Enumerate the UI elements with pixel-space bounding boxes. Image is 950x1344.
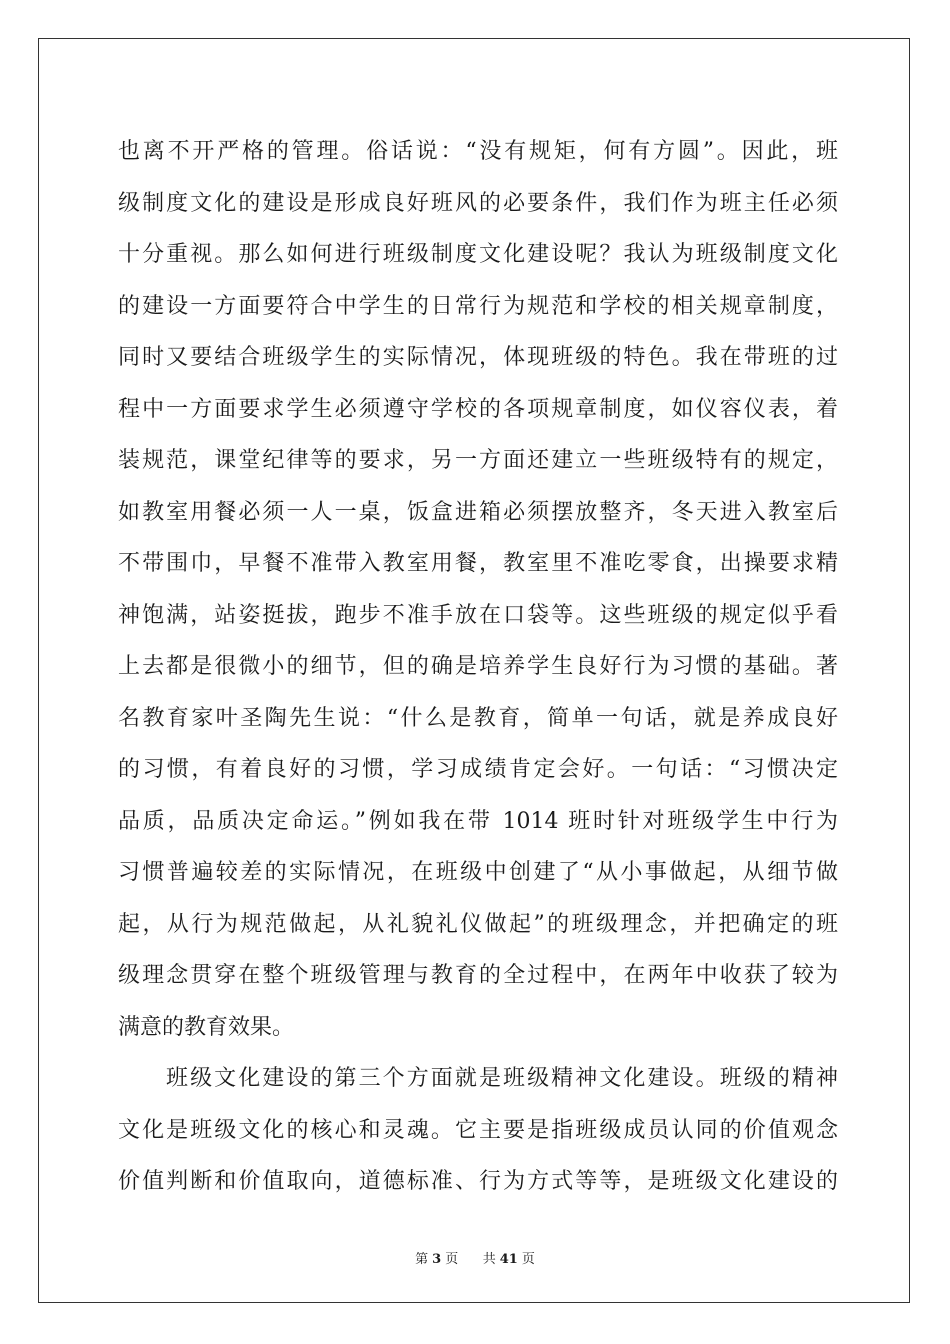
text-line: 如教室用餐必须一人一桌，饭盒进箱必须摆放整齐，冬天进入教室后	[118, 499, 838, 525]
page-indicator	[413, 1252, 460, 1267]
total-indicator	[481, 1252, 537, 1267]
page-suffix: 页	[445, 1252, 459, 1267]
text-line: 上去都是很微小的细节，但的确是培养学生良好行为习惯的基础。著	[118, 654, 838, 679]
text-line: 文化是班级文化的核心和灵魂。它主要是指班级成员认同的价值观念	[118, 1117, 838, 1143]
text-line: 级制度文化的建设是形成良好班风的必要条件，我们作为班主任必须	[118, 190, 838, 216]
paragraph	[118, 1053, 838, 1208]
page-number: 3	[432, 1252, 442, 1267]
total-suffix: 页	[521, 1252, 535, 1267]
total-pages: 41	[499, 1252, 518, 1267]
text-line: 满意的教育效果。	[118, 1014, 295, 1040]
text-line: 的建设一方面要符合中学生的日常行为规范和学校的相关规章制度，	[118, 293, 838, 319]
page-prefix: 第	[415, 1252, 429, 1267]
paragraph	[118, 126, 838, 1053]
text-line: 同时又要结合班级学生的实际情况，体现班级的特色。我在带班的过	[118, 345, 838, 370]
text-line: 十分重视。那么如何进行班级制度文化建设呢？我认为班级制度文化	[118, 242, 838, 267]
text-line: 也离不开严格的管理。俗话说：“没有规矩，何有方圆”。因此，班	[118, 139, 838, 164]
text-line: 班级文化建设的第三个方面就是班级精神文化建设。班级的精神	[166, 1066, 838, 1091]
text-line: 神饱满，站姿挺拔，跑步不准手放在口袋等。这些班级的规定似乎看	[118, 602, 838, 628]
total-prefix: 共	[482, 1252, 496, 1267]
text-line: 品质，品质决定命运。”例如我在带 1014 班时针对班级学生中行为	[118, 808, 838, 834]
text-line: 的习惯，有着良好的习惯，学习成绩肯定会好。一句话：“习惯决定	[118, 757, 838, 782]
text-line: 级理念贯穿在整个班级管理与教育的全过程中，在两年中收获了较为	[118, 963, 838, 988]
page-footer	[0, 1248, 950, 1267]
text-line: 不带围巾，早餐不准带入教室用餐，教室里不准吃零食，出操要求精	[118, 551, 838, 576]
text-line: 装规范，课堂纪律等的要求，另一方面还建立一些班级特有的规定，	[118, 448, 838, 473]
text-line: 起，从行为规范做起，从礼貌礼仪做起”的班级理念，并把确定的班	[118, 911, 838, 937]
document-body	[118, 126, 838, 1208]
text-line: 价值判断和价值取向，道德标准、行为方式等等，是班级文化建设的	[118, 1169, 838, 1194]
text-line: 名教育家叶圣陶先生说：“什么是教育，简单一句话，就是养成良好	[118, 705, 838, 731]
text-line: 习惯普遍较差的实际情况，在班级中创建了“从小事做起，从细节做	[118, 860, 838, 885]
text-line: 程中一方面要求学生必须遵守学校的各项规章制度，如仪容仪表，着	[118, 396, 838, 422]
